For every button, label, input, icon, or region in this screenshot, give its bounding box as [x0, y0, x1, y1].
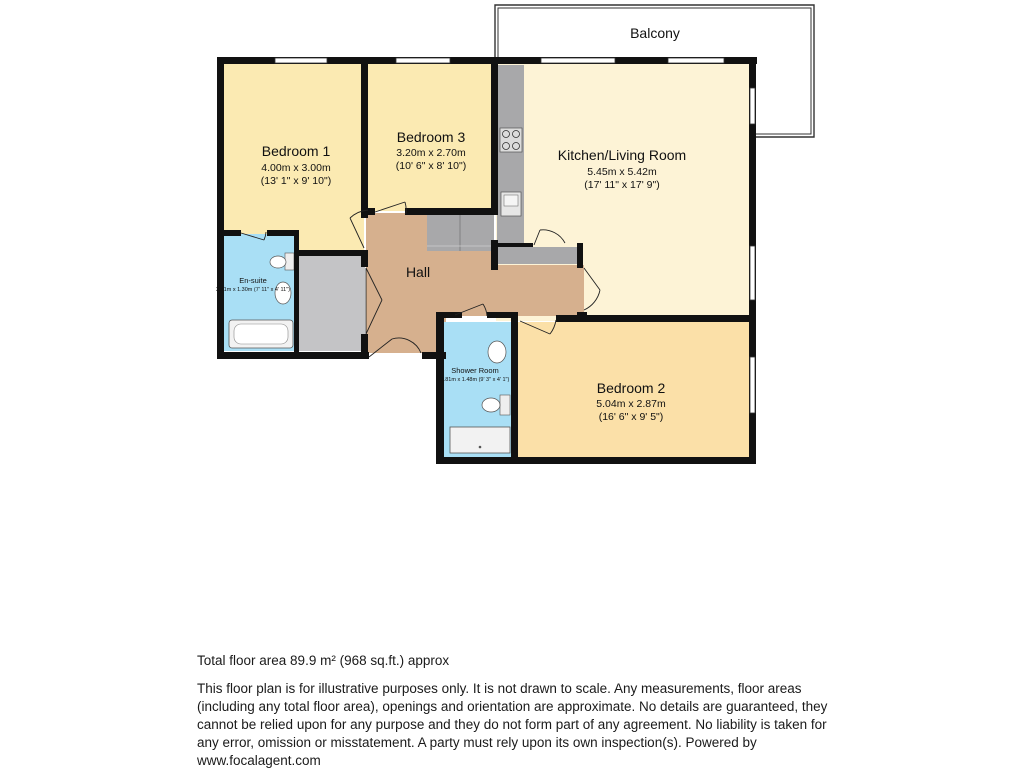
bedroom-2-metric: 5.04m x 2.87m — [596, 398, 666, 410]
kitchen-imperial: (17' 11" x 17' 9") — [584, 179, 660, 191]
bedroom-3-label: Bedroom 3 — [396, 129, 466, 145]
bedroom-2-imperial: (16' 6" x 9' 5") — [598, 411, 664, 423]
kitchen-metric: 5.45m x 5.42m — [587, 166, 657, 178]
hall-label: Hall — [405, 264, 431, 280]
bedroom-1-imperial: (13' 1" x 9' 10") — [260, 175, 332, 187]
ensuite-dims: 2.41m x 1.30m (7' 11" x 4' 11") — [216, 287, 290, 293]
ensuite-toilet-icon — [285, 253, 294, 270]
ensuite-basin-icon — [275, 282, 291, 304]
shower-room-dims: 2.81m x 1.48m (9' 3" x 4' 1") — [440, 377, 510, 383]
disclaimer-text: This floor plan is for illustrative purposes only. It is not drawn to scale. Any measurements, floor areas (including any total floor area), openings and orientation are approximate. No details are guaranteed, they cannot be relied upon for any purpose and they do not form part of any agreement. No liability is taken for any error, omission or misstatement. A party must rely upon its own inspection(s). Powered by www.focalagent.com — [197, 681, 828, 768]
kitchen-label: Kitchen/Living Room — [557, 147, 687, 163]
shower-basin-icon — [488, 341, 506, 363]
footer — [197, 652, 837, 770]
wardrobe — [427, 213, 494, 251]
bedroom-3-imperial: (10' 6" x 8' 10") — [395, 160, 467, 172]
shower-toilet-icon — [500, 395, 510, 415]
balcony-label: Balcony — [630, 25, 680, 41]
bedroom-1-label: Bedroom 1 — [261, 143, 331, 159]
bedroom-2-label: Bedroom 2 — [596, 380, 666, 396]
bedroom-1-metric: 4.00m x 3.00m — [261, 162, 331, 174]
bedroom-3-metric: 3.20m x 2.70m — [396, 147, 466, 159]
ensuite-label: En-suite — [239, 276, 267, 285]
total-floor-area: Total floor area 89.9 m² (968 sq.ft.) approx — [197, 653, 450, 668]
storage-floor — [298, 255, 365, 351]
shower-room-label: Shower Room — [451, 366, 499, 375]
shower-tray-icon — [450, 427, 510, 453]
